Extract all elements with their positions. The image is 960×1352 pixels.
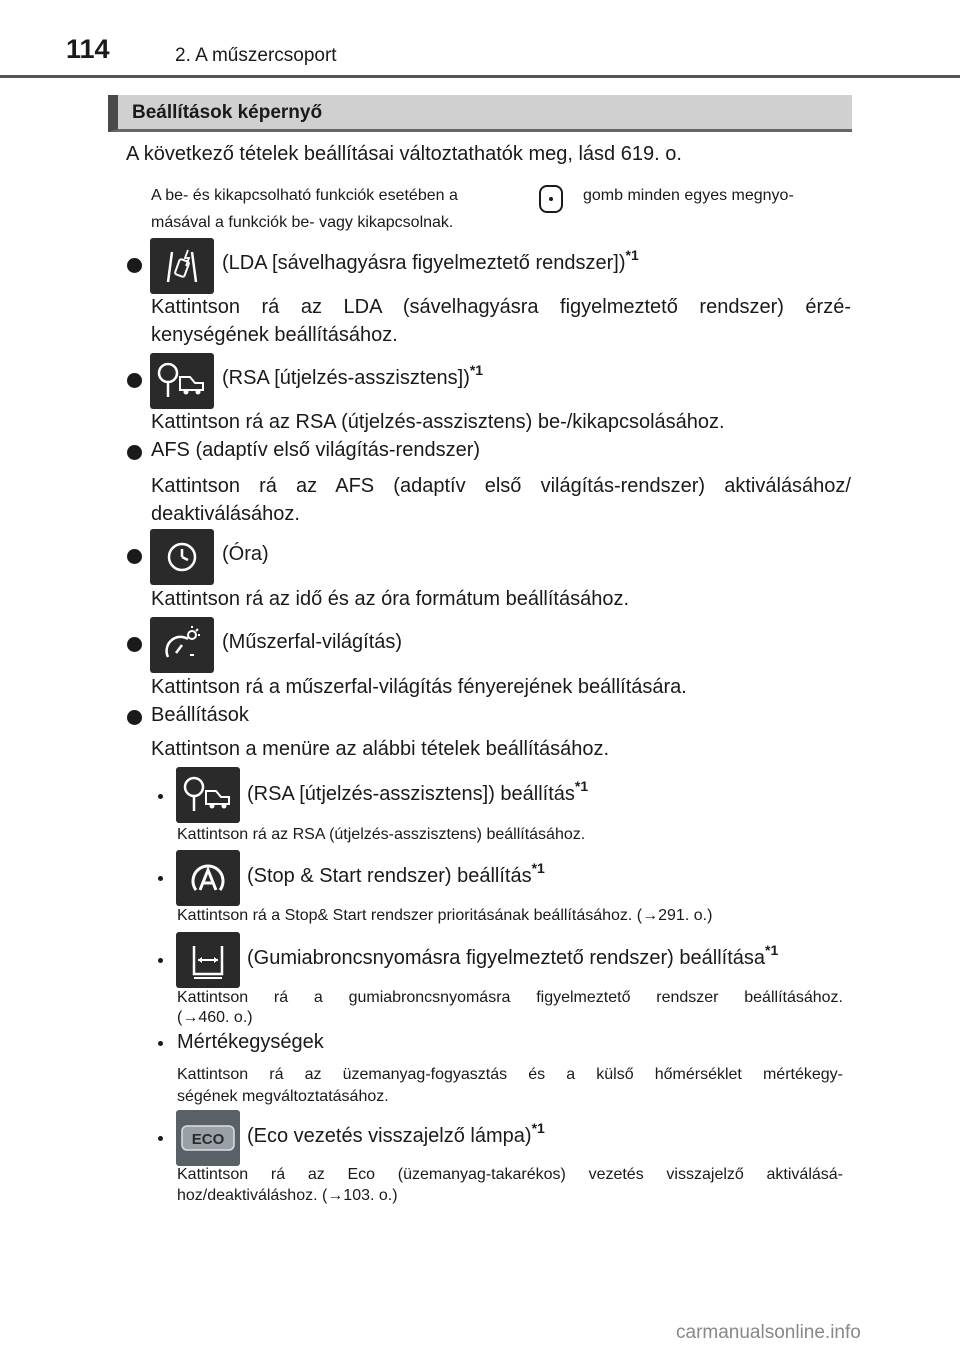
lda-desc-1: Kattintson rá az LDA (sávelhagyásra figyelmeztető rendszer) érzé-: [151, 296, 851, 318]
bullet: [127, 373, 142, 388]
rsa-settings-icon: [176, 767, 240, 823]
meter-desc: Kattintson rá a műszerfal-világítás fényerejének beállítására.: [151, 676, 687, 698]
clock-label: (Óra): [222, 543, 269, 565]
eco-indicator-icon: [176, 1110, 240, 1166]
rsa-label-text: (RSA [útjelzés-asszisztens]): [222, 367, 470, 389]
intro-text: A következő tételek beállításai változtathatók meg, lásd 619. o.: [126, 143, 682, 165]
footnote-marker: *1: [531, 1120, 545, 1136]
sub-bullet: [158, 1041, 163, 1046]
sub-units-label: Mértékegységek: [177, 1031, 324, 1053]
chapter-title: 2. A műszercsoport: [175, 45, 337, 66]
afs-desc-1: Kattintson rá az AFS (adaptív első világítás-rendszer) aktiválásához/: [151, 475, 851, 497]
sub-tire-label-text: (Gumiabroncsnyomásra figyelmeztető rendszer) beállítása: [247, 947, 765, 969]
sub-tire-label: [247, 942, 779, 970]
sub-rsa-label-text: (RSA [útjelzés-asszisztens]) beállítás: [247, 783, 575, 805]
section-title: Beállítások képernyő: [132, 102, 323, 123]
sub-units-desc-2: ségének megváltoztatásához.: [177, 1088, 389, 1105]
sub-units-desc-1: Kattintson rá az üzemanyag-fogyasztás és a külső hőmérséklet mértékegy-: [177, 1066, 843, 1083]
stop-start-icon: [176, 850, 240, 906]
bullet: [127, 549, 142, 564]
rsa-label: [222, 362, 484, 390]
bullet: [127, 710, 142, 725]
footnote-marker: *1: [765, 942, 779, 958]
note-text-2: másával a funkciók be- vagy kikapcsolnak.: [151, 214, 454, 231]
settings-desc: Kattintson a menüre az alábbi tételek beállításához.: [151, 738, 610, 760]
meter-label: (Műszerfal-világítás): [222, 631, 403, 653]
watermark: carmanualsonline.info: [676, 1322, 861, 1343]
sub-tire-desc-2: (→460. o.): [177, 1009, 253, 1026]
note-text-1b: gomb minden egyes megnyo-: [583, 187, 794, 204]
footnote-marker: *1: [531, 860, 545, 876]
sub-eco-desc-1: Kattintson rá az Eco (üzemanyag-takarékos) vezetés visszajelző aktiválásá-: [177, 1166, 843, 1183]
sub-stopstart-label: [247, 860, 545, 888]
switch-button-icon: [534, 184, 568, 214]
page-number: 114: [66, 34, 110, 64]
sub-stopstart-label-text: (Stop & Start rendszer) beállítás: [247, 865, 532, 887]
lda-icon: [150, 238, 214, 294]
note-text-1a: A be- és kikapcsolható funkciók esetében a: [151, 187, 458, 204]
bullet: [127, 445, 142, 460]
afs-desc-2: deaktiválásához.: [151, 503, 300, 525]
bullet: [127, 637, 142, 652]
rsa-desc: Kattintson rá az RSA (útjelzés-asszisztens) be-/kikapcsolásához.: [151, 411, 725, 433]
sub-bullet: [158, 1136, 163, 1141]
meter-illumination-icon: [150, 617, 214, 673]
sub-rsa-label: [247, 778, 589, 806]
header-divider: [0, 75, 960, 78]
footnote-marker: *1: [574, 778, 589, 794]
footnote-marker: *1: [469, 362, 484, 378]
rsa-icon: [150, 353, 214, 409]
clock-icon: [150, 529, 214, 585]
sub-rsa-desc: Kattintson rá az RSA (útjelzés-asszisztens) beállításához.: [177, 826, 586, 843]
sub-bullet: [158, 876, 163, 881]
sub-eco-desc-2: hoz/deaktiváláshoz. (→103. o.): [177, 1187, 398, 1204]
section-heading-bar: [108, 95, 852, 132]
sub-tire-desc-1: Kattintson rá a gumiabroncsnyomásra figyelmeztető rendszer beállításához.: [177, 989, 843, 1006]
clock-desc: Kattintson rá az idő és az óra formátum beállításához.: [151, 588, 630, 610]
lda-label: [222, 247, 639, 275]
sub-bullet: [158, 958, 163, 963]
sub-eco-label-text: (Eco vezetés visszajelző lámpa): [247, 1125, 532, 1147]
lda-desc-2: kenységének beállításához.: [151, 324, 398, 346]
settings-label: Beállítások: [151, 704, 249, 726]
tire-pressure-icon: [176, 932, 240, 988]
afs-label: AFS (adaptív első világítás-rendszer): [151, 439, 481, 461]
lda-label-text: (LDA [sávelhagyásra figyelmeztető rendszer]): [222, 252, 626, 274]
sub-eco-label: [247, 1120, 545, 1148]
eco-icon-text: ECO: [191, 1131, 225, 1148]
sub-stopstart-desc: Kattintson rá a Stop& Start rendszer prioritásának beállításához. (→291. o.): [177, 907, 713, 924]
bullet: [127, 258, 142, 273]
sub-bullet: [158, 794, 163, 799]
footnote-marker: *1: [625, 247, 639, 263]
